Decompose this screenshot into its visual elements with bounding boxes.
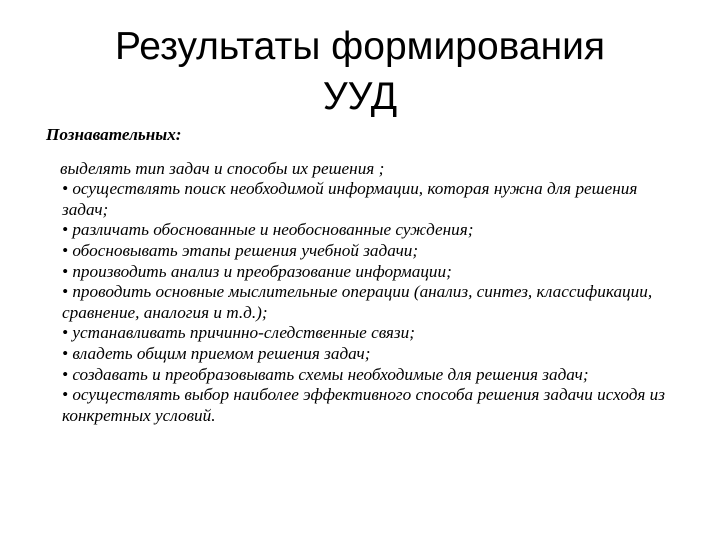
bullet-list: [46, 179, 676, 426]
intro-line: выделять тип задач и способы их решения ;: [60, 158, 385, 178]
slide-title-line-1: Результаты формирования: [114, 25, 606, 68]
bullet-item: • производить анализ и преобразование информации;: [62, 261, 452, 281]
bullet-item: • осуществлять поиск необходимой информации, которая нужна для решения задач;: [62, 179, 638, 219]
bullet-item: • различать обоснованные и необоснованные суждения;: [62, 220, 474, 240]
bullet-item: • осуществлять выбор наиболее эффективного способа решения задачи исходя из конкретных условий.: [62, 385, 665, 425]
slide-title-line-2: УУД: [322, 75, 398, 118]
bullet-item: • обосновывать этапы решения учебной задачи;: [62, 240, 419, 260]
slide-title: [40, 22, 680, 122]
bullet-item: • проводить основные мыслительные операции (анализ, синтез, классификации, сравнение, аналогия и т.д.);: [62, 282, 653, 322]
slide-body: [46, 125, 676, 426]
bullet-item: • владеть общим приемом решения задач;: [62, 343, 371, 363]
bullet-item: • создавать и преобразовывать схемы необходимые для решения задач;: [62, 364, 589, 384]
section-heading: Познавательных:: [46, 125, 182, 144]
bullet-item: • устанавливать причинно-следственные связи;: [62, 323, 415, 343]
